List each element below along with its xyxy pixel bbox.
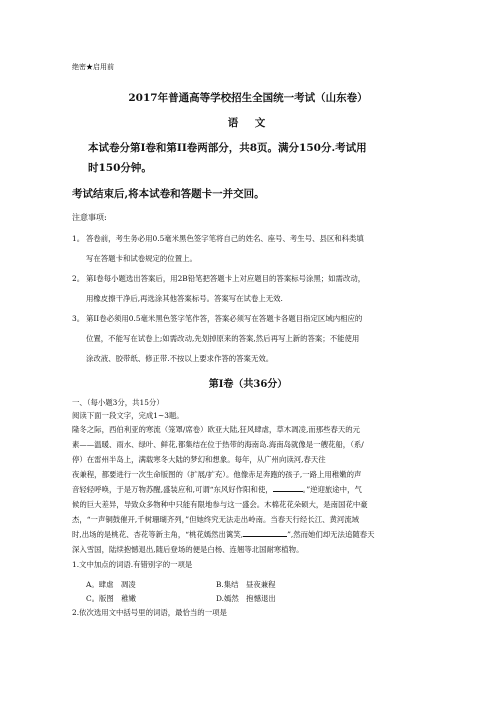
intro-line-1: 本试卷分第Ⅰ卷和第II卷两部分，共8页。满分150分.考试用 <box>88 142 367 154</box>
note-text: 第II卷必须用0.5毫米黑色签字笔作答，答案必须写在答题卡各题目指定区域内相应的 <box>86 314 363 323</box>
passage-line: 候的巨大差异，导致众多物种中只能有限地参与这一盛会。木棉花花朵硕大，是南国花中豪 <box>72 500 368 509</box>
passage-text: 。”逆迎旅途中，气 <box>302 485 362 494</box>
passage-line: 杰，“一声铜鼓催开,千树珊瑚齐列，”但她终究无法走出岭南。当春天行经长江、黄河流域 <box>72 515 360 524</box>
section-heading: 一、（每小题3分，共15分） <box>72 398 164 407</box>
note-number: 3。 <box>72 314 85 323</box>
option-b: B.集结 昼夜兼程 <box>216 580 276 589</box>
passage-line: 隆冬之际，西伯利亚的寒流（笼罩/席卷）欧亚大陆,狂风肆虐，草木凋凌,而那些春天的元 <box>72 425 361 434</box>
passage-line <box>72 529 375 540</box>
passage-line: 停）在雷州半岛上，满载寒冬大陆的梦幻和想象。每年，从广州向读河,春天往 <box>72 455 326 464</box>
passage-line: 深入雪国，陆续抱憾退出,随后登场的便是白杨、连翘等北国耐寒植物。 <box>72 545 304 554</box>
note-text: 写在答题卡和试卷规定的位置上。 <box>86 254 197 263</box>
option-a: A。肆虐 凋凌 <box>86 580 136 589</box>
intro-line-2: 时150分钟。 <box>88 162 152 174</box>
note-item-3 <box>72 313 362 324</box>
passage-line: 素——温暖、雨水、绿叶、鲜花,都集结在位于热带的海南岛.海南岛就像是一艘花船，（系/ <box>72 440 364 449</box>
subject-title: 语 文 <box>227 117 269 129</box>
notes-title: 注意事项: <box>72 213 107 222</box>
note-item-1 <box>72 233 364 244</box>
note-number: 1。 <box>72 234 85 243</box>
passage-line <box>72 484 362 495</box>
instruction: 阅读下面一段文字，完成1~3题。 <box>72 411 184 420</box>
note-text: 答卷前，考生务必用0.5毫米黑色签字笔将自己的姓名、座号、考生号、县区和科类填 <box>86 234 364 243</box>
note-text: 用橡皮擦干净后,再选涂其他答案标号。答案写在试卷上无效. <box>86 294 283 303</box>
question-2: 2.依次选用文中括号里的词语，最恰当的一项是 <box>72 608 227 617</box>
part-title: 第Ⅰ卷（共36分） <box>208 379 288 390</box>
note-text: 涂改液、胶带纸、修正带.不按以上要求作答的答案无效。 <box>86 354 274 363</box>
note-number: 2。 <box>72 274 85 283</box>
note-text: 第Ⅰ卷每小题选出答案后，用2B铅笔把答题卡上对应题目的答案标号涂黑；如需改动， <box>86 274 366 283</box>
question-1: 1.文中加点的词语.有错别字的一项是 <box>72 560 193 569</box>
option-c: C。版图 稚嫩 <box>86 594 136 603</box>
passage-text: ”,然而她们却无法追随春天 <box>287 530 375 539</box>
option-d: D.嫣然 抱憾退出 <box>216 594 276 603</box>
fill-blank <box>273 484 303 492</box>
note-text: 位置，不能写在试卷上;如需改动,先划掉原来的答案,然后再写上新的答案；不能使用 <box>86 334 360 343</box>
end-note: 考试结束后,将本试卷和答题卡一并交回。 <box>72 188 265 200</box>
passage-line: 夜兼程，都要进行一次生命版图的（扩展/扩充）。他像赤足奔跑的孩子,一路上用稚嫩的声 <box>72 470 362 479</box>
passage-text: 时,出场的是桃花、杏花等新主角，“桃花嫣然出篱笑, <box>72 530 244 539</box>
secret-mark: 绝密★启用前 <box>72 63 114 71</box>
passage-text: 音轻轻呼唤，于是万物苏醒,盛装应和,可谓“东风好作阳和使， <box>72 485 273 494</box>
exam-title: 2017年普通高等学校招生全国统一考试（山东卷） <box>128 92 368 104</box>
note-item-2 <box>72 273 365 284</box>
fill-blank <box>243 529 287 537</box>
